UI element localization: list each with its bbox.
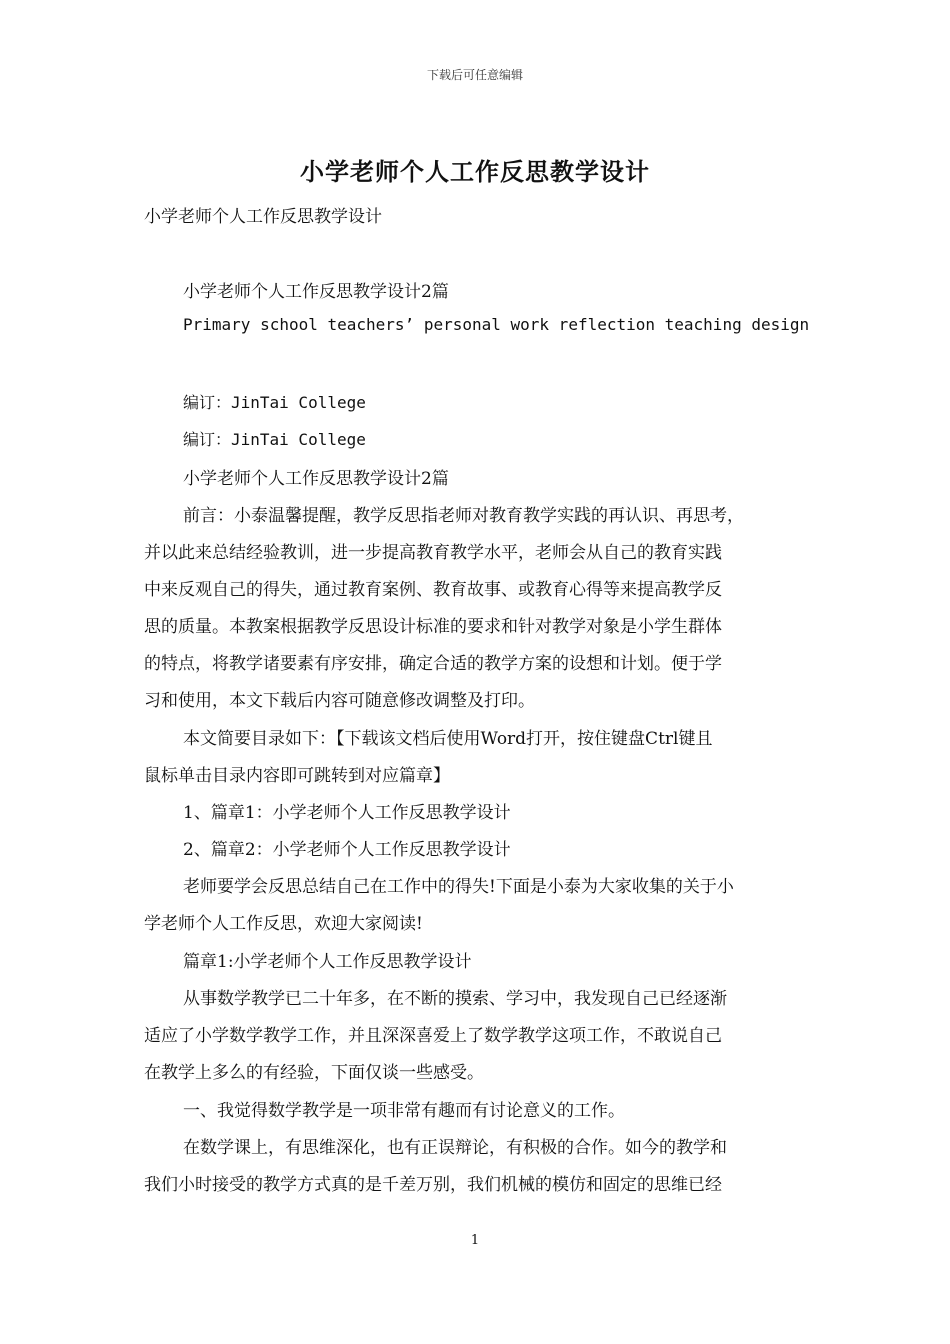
toc-intro-line: 本文简要目录如下：【下载该文档后使用Word打开，按住键盘Ctrl键且 (183, 729, 713, 749)
document-subtitle: 小学老师个人工作反思教学设计 (144, 207, 382, 227)
preface-line: 习和使用，本文下载后内容可随意修改调整及打印。 (144, 691, 535, 711)
preface-line: 思的质量。本教案根据教学反思设计标准的要求和针对教学对象是小学生群体 (144, 617, 722, 637)
doc-heading: 小学老师个人工作反思教学设计2篇 (183, 282, 449, 302)
intro-line: 学老师个人工作反思，欢迎大家阅读! (144, 914, 423, 934)
intro-line: 老师要学会反思总结自己在工作中的得失!下面是小泰为大家收集的关于小 (183, 877, 734, 897)
editor-line: 编订：JinTai College (183, 430, 366, 449)
point-heading: 一、我觉得数学教学是一项非常有趣而有讨论意义的工作。 (183, 1101, 625, 1121)
paragraph-line: 适应了小学数学教学工作，并且深深喜爱上了数学教学这项工作，不敢说自己 (144, 1026, 722, 1046)
header-note: 下载后可任意编辑 (426, 68, 523, 82)
editor-line: 编订：JinTai College (183, 393, 366, 412)
toc-item-2[interactable]: 2、篇章2：小学老师个人工作反思教学设计 (183, 840, 511, 860)
chapter1-heading: 篇章1:小学老师个人工作反思教学设计 (183, 952, 472, 972)
english-title: Primary school teachers’ personal work reflection teaching design (183, 315, 810, 334)
paragraph-line: 我们小时接受的教学方式真的是千差万别，我们机械的模仿和固定的思维已经 (144, 1175, 722, 1195)
preface-line: 前言：小泰温馨提醒，教学反思指老师对教育教学实践的再认识、再思考， (183, 506, 744, 526)
preface-line: 中来反观自己的得失，通过教育案例、教育故事、或教育心得等来提高教学反 (144, 580, 722, 600)
preface-line: 并以此来总结经验教训，进一步提高教育教学水平，老师会从自己的教育实践 (144, 543, 722, 563)
paragraph-line: 从事数学教学已二十年多，在不断的摸索、学习中，我发现自己已经逐渐 (183, 989, 727, 1009)
toc-intro-line: 鼠标单击目录内容即可跳转到对应篇章】 (144, 766, 450, 786)
toc-item-1[interactable]: 1、篇章1：小学老师个人工作反思教学设计 (183, 803, 511, 823)
paragraph-line: 在数学课上，有思维深化，也有正误辩论，有积极的合作。如今的教学和 (183, 1138, 727, 1158)
doc-heading-repeat: 小学老师个人工作反思教学设计2篇 (183, 469, 449, 489)
preface-line: 的特点，将教学诸要素有序安排，确定合适的教学方案的设想和计划。便于学 (144, 654, 722, 674)
page-number: 1 (470, 1233, 480, 1248)
document-title: 小学老师个人工作反思教学设计 (300, 157, 650, 186)
paragraph-line: 在教学上多么的有经验，下面仅谈一些感受。 (144, 1063, 484, 1083)
